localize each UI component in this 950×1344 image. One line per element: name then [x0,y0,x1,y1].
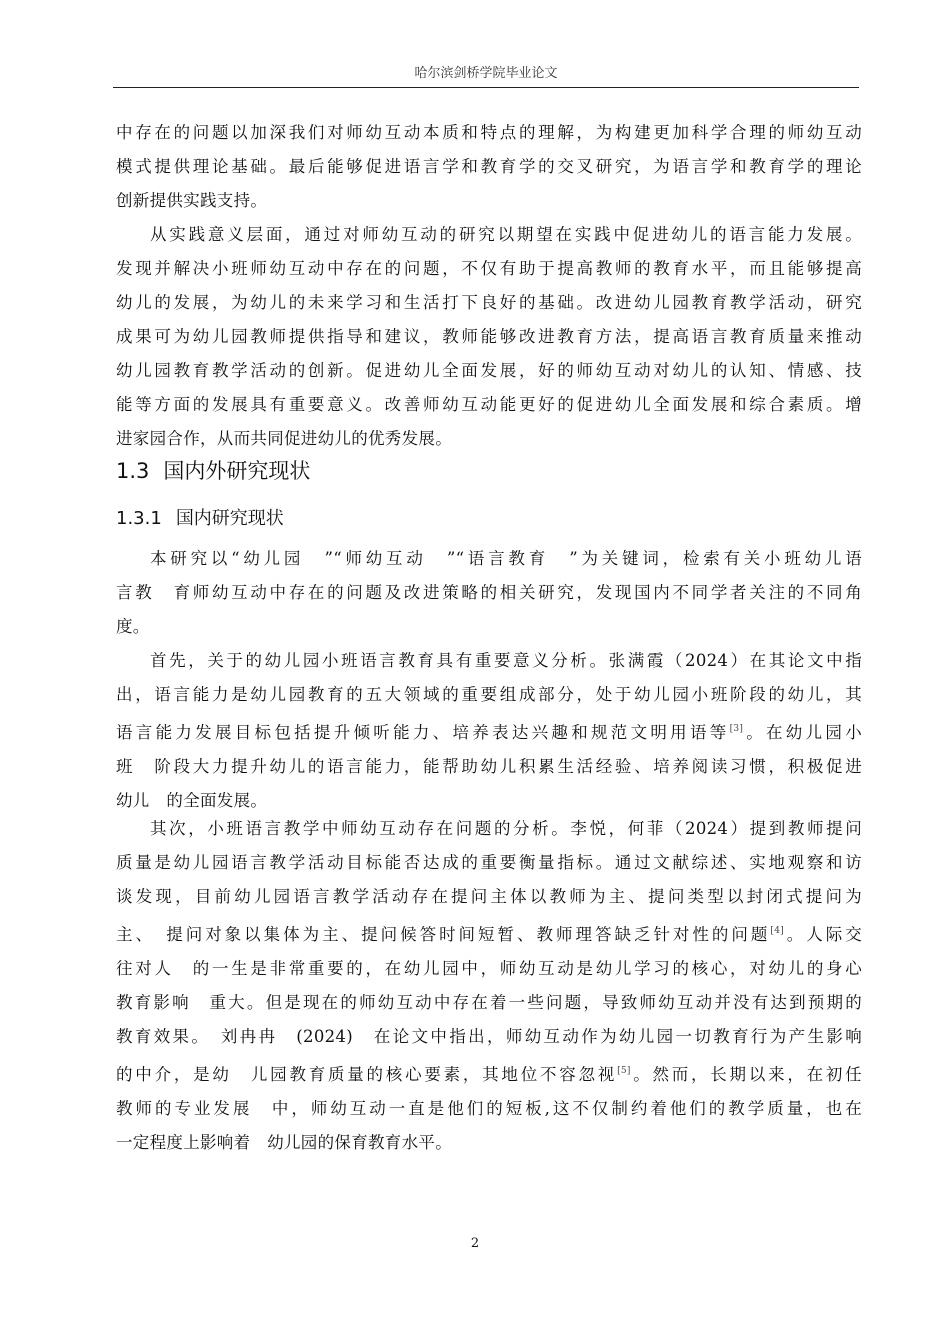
running-header: 哈尔滨剑桥学院毕业论文 [414,66,558,81]
header-divider [113,87,859,88]
text-line: 首先，关于的幼儿园小班语言教育具有重要意义分析。张满霞（2024）在其论文中指 [150,651,862,670]
section-number: 1.3 [116,459,150,483]
text-line: 模式提供理论基础。最后能够促进语言学和教育学的交叉研究，为语言学和教育学的理论 [116,157,862,176]
subsection-number: 1.3.1 [116,508,162,529]
text-line: 一定程度上影响着 幼儿园的保育教育水平。 [116,1133,452,1152]
text-line: 能等方面的发展具有重要意义。改善师幼互动能更好的促进幼儿全面发展和综合素质。增 [116,395,862,414]
text-line: 创新提供实践支持。 [116,191,268,210]
text-segment: 。然而，长期以来，在初任 [630,1065,862,1084]
text-line: 出，语言能力是幼儿园教育的五大领域的重要组成部分，处于幼儿园小班阶段的幼儿，其 [116,685,862,704]
subsection-heading [116,504,284,530]
subsection-title: 国内研究现状 [175,508,284,529]
text-line: 发现并解决小班师幼互动中存在的问题，不仅有助于提高教师的教育水平，而且能够提高 [116,259,862,278]
text-line: 质量是幼儿园语言教学活动目标能否达成的重要衡量指标。通过文献综述、实地观察和访 [116,853,862,872]
paragraph-importance [116,644,862,818]
text-segment: 的中介，是幼 儿园教育质量的核心要素，其地位不容忽视 [116,1065,618,1084]
text-line: 言教 育师幼互动中存在的问题及改进策略的相关研究，发现国内不同学者关注的不同角 [116,583,862,602]
text-line: 教育效果。 刘冉冉 (2024) 在论文中指出，师幼互动作为幼儿园一切教育行为产生影响 [116,1027,862,1046]
text-line: 进家园合作，从而共同促进幼儿的优秀发展。 [116,429,452,448]
text-line: 从实践意义层面，通过对师幼互动的研究以期望在实践中促进幼儿的语言能力发展。 [150,225,862,244]
text-line [116,1054,862,1092]
text-segment: 。人际交 [784,925,863,944]
page-number: 2 [470,1236,480,1251]
text-line: 其次，小班语言教学中师幼互动存在问题的分析。李悦，何菲（2024）提到教师提问 [150,819,862,838]
citation-ref: [3] [729,724,744,734]
text-line: 教师的专业发展 中，师幼互动一直是他们的短板,这不仅制约着他们的教学质量，也在 [116,1099,862,1118]
text-segment: 主、 提问对象以集体为主、提问候答时间短暂、教师理答缺乏针对性的问题 [116,925,771,944]
text-line: 幼儿的发展，为幼儿的未来学习和生活打下良好的基础。改进幼儿园教育教学活动，研究 [116,293,862,312]
section-heading [116,455,310,485]
text-line: 成果可为幼儿园教师提供指导和建议，教师能够改进教育方法，提高语言教育质量来推动 [116,327,862,346]
citation-ref: [5] [617,1066,631,1076]
text-line [116,914,862,952]
text-line: 往对人 的一生是非常重要的，在幼儿园中，师幼互动是幼儿学习的核心，对幼儿的身心 [116,959,862,978]
text-line: 教育影响 重大。但是现在的师幼互动中存在着一些问题，导致师幼互动并没有达到预期的 [116,993,862,1012]
text-line: 幼儿 的全面发展。 [116,791,268,810]
paragraph-problems [116,812,862,1160]
text-segment: 。在幼儿园小 [743,723,862,742]
citation-ref: [4] [770,926,785,936]
text-line: 中存在的问题以加深我们对师幼互动本质和特点的理解，为构建更加科学合理的师幼互动 [116,123,862,142]
text-line: 度。 [116,617,150,636]
paragraph-continuation [116,116,862,218]
text-line: 谈发现，目前幼儿园语言教学活动存在提问主体以教师为主、提问类型以封闭式提问为 [116,887,862,906]
paragraph-practical-significance [116,218,862,456]
text-line [116,712,862,750]
section-title: 国内外研究现状 [163,459,311,483]
text-segment: 语言能力发展目标包括提升倾听能力、培养表达兴趣和规范文明用语等 [116,723,730,742]
text-line: 本研究以“幼儿园 ”“师幼互动 ”“语言教育 ”为关键词，检索有关小班幼儿语 [150,549,862,568]
text-line: 幼儿园教育教学活动的创新。促进幼儿全面发展，好的师幼互动对幼儿的认知、情感、技 [116,361,862,380]
paragraph-keywords [116,542,862,644]
text-line: 班 阶段大力提升幼儿的语言能力，能帮助幼儿积累生活经验、培养阅读习惯，积极促进 [116,757,862,776]
